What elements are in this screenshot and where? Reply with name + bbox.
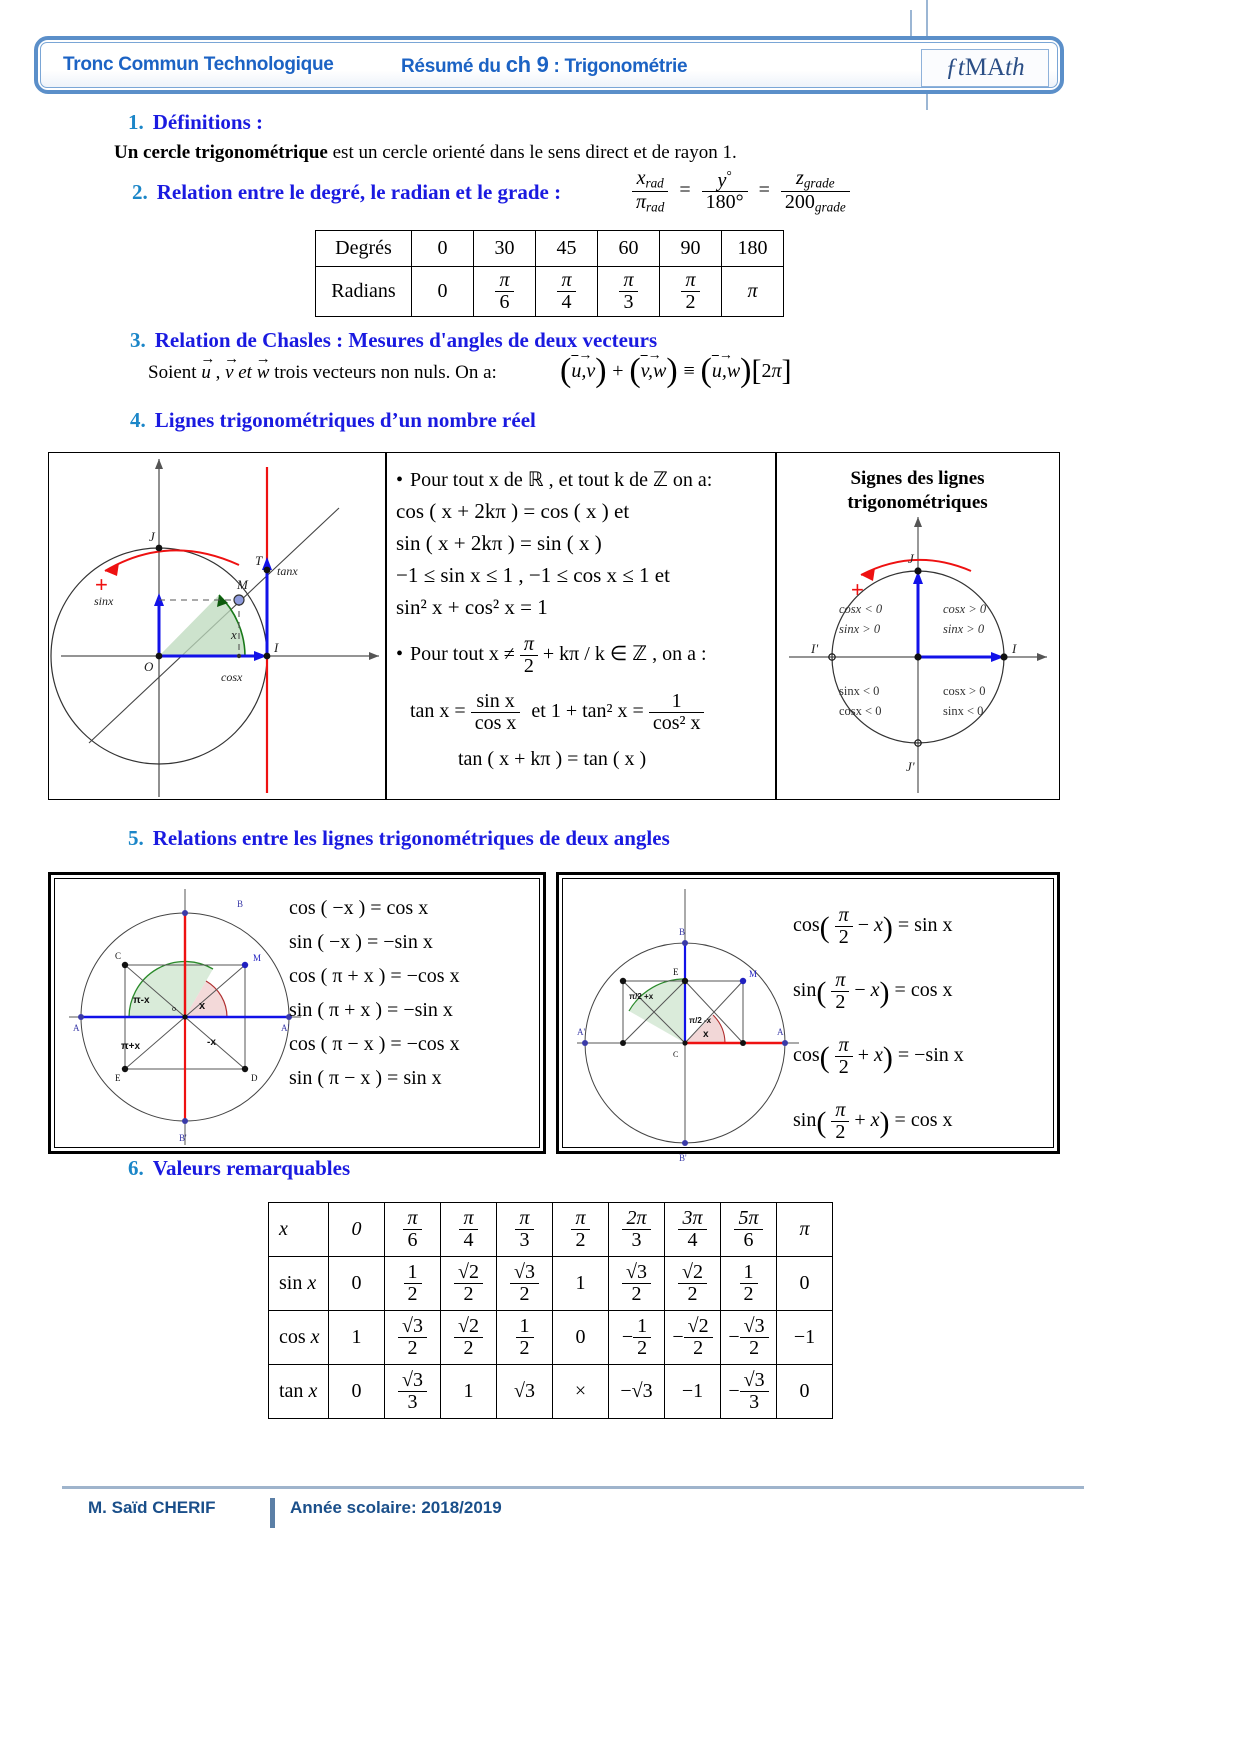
values-cell: −1: [777, 1311, 833, 1365]
left-diagram-label-minus-x: -x: [207, 1037, 216, 1048]
values-cell: $\frac{√2}{2}$: [441, 1257, 497, 1311]
values-cell: $\frac{1}{2}$: [385, 1257, 441, 1311]
values-cell: − $\frac{√2}{2}$: [665, 1311, 721, 1365]
formula-term-deg-den: 180°: [705, 191, 744, 214]
left-diagram-label-pi-minus-x: π-x: [133, 995, 150, 1006]
quadrant-1-sin: sinx > 0: [943, 622, 985, 636]
brand-logo-text: ƒtMAth: [945, 54, 1025, 81]
radians-cell-3: [598, 267, 660, 317]
degrees-cell-4: 90: [660, 231, 722, 267]
values-cell: $\frac{√2}{2}$: [665, 1257, 721, 1311]
right-diagram-label-Ap: A': [577, 1027, 586, 1037]
values-cell: 0: [553, 1311, 609, 1365]
values-cell: ×: [553, 1365, 609, 1419]
formula-term-grade-den: $200_{grade}$: [784, 190, 846, 215]
right-diagram-label-Bp: B': [679, 1153, 687, 1163]
values-cell: $\frac{√3}{2}$: [385, 1311, 441, 1365]
tan-sec-den: cos² x: [652, 712, 701, 734]
formula-pythagorean: sin² x + cos² x = 1: [396, 595, 548, 619]
radians-cell-2-den: 4: [561, 291, 572, 313]
formula-cos-half-pi-minus-x: cos( $\frac{\pi}{2}$ − x) = sin x: [793, 904, 953, 948]
r1-op: −: [854, 979, 866, 1002]
formula-term-deg-num: y°: [702, 169, 748, 193]
values-cell: $\frac{\pi}{3}$: [497, 1203, 553, 1257]
section-3-title: Relation de Chasles : Mesures d'angles de deux vecteurs: [154, 328, 658, 352]
formula-cos-pi-plus-x: cos ( π + x ) = −cos x: [289, 965, 460, 987]
unit-circle-svg: [49, 453, 385, 799]
formula-cos-periodicity: cos ( x + 2kπ ) = cos ( x ) et: [396, 499, 630, 523]
values-row-label: sin x: [269, 1257, 329, 1311]
relations-right-formula-list: [793, 905, 1043, 1165]
signs-label-J-prime: J': [906, 759, 915, 774]
formula-equals-2: =: [758, 178, 770, 201]
values-table-row: [269, 1311, 833, 1365]
values-cell: $\frac{\pi}{4}$: [441, 1203, 497, 1257]
left-diagram-label-B: B: [237, 899, 244, 909]
formula-term-rad: [632, 168, 668, 214]
values-cell: $\frac{1}{2}$: [721, 1257, 777, 1311]
r3-den: 2: [835, 1121, 846, 1143]
quadrant-4-cos: cosx > 0: [943, 684, 986, 698]
values-cell: $\frac{5\pi}{6}$: [721, 1203, 777, 1257]
signs-label-J: J: [908, 551, 914, 566]
values-cell: − $\frac{√3}{3}$: [721, 1365, 777, 1419]
quadrant-3-sin: sinx < 0: [839, 684, 880, 698]
left-diagram-label-M: M: [253, 953, 262, 963]
formula-bullet-1-text: Pour tout x de ℝ , et tout k de ℤ on a:: [410, 469, 713, 491]
radians-cell-1-num: π: [495, 270, 513, 292]
chasles-text-4: trois vecteurs non nuls. On a:: [274, 362, 497, 383]
values-row-label: cos x: [269, 1311, 329, 1365]
right-diagram-label-E: E: [673, 967, 679, 977]
section-3-number: 3.: [130, 328, 146, 352]
values-row-label: tan x: [269, 1365, 329, 1419]
footer-divider: [62, 1486, 1084, 1489]
r3-op: +: [854, 1109, 866, 1132]
r3-rhs: = cos x: [894, 1109, 953, 1132]
left-diagram-label-Bp: B': [179, 1133, 187, 1143]
section-4-number: 4.: [130, 408, 146, 432]
degrees-cell-3: 60: [598, 231, 660, 267]
section-1-number: 1.: [128, 110, 144, 134]
formula-tan-definition: [396, 691, 768, 734]
values-table-row: [269, 1365, 833, 1419]
orientation-plus-label: +: [95, 572, 108, 597]
left-diagram-label-E: E: [115, 1073, 121, 1083]
section-6-heading: [128, 1156, 350, 1181]
formula-cos-neg-x: cos ( −x ) = cos x: [289, 897, 429, 919]
section-5-number: 5.: [128, 826, 144, 850]
formula-sin-neg-x: sin ( −x ) = −sin x: [289, 931, 433, 953]
values-cell: − $\frac{√3}{2}$: [721, 1311, 777, 1365]
formula-bounds: −1 ≤ sin x ≤ 1 , −1 ≤ cos x ≤ 1 et: [396, 563, 670, 587]
trig-lines-panel: [48, 452, 1060, 800]
r2-rhs: = −sin x: [897, 1044, 964, 1067]
bullet-dot-2: •: [396, 643, 404, 666]
header-center-suffix: : Trigonométrie: [548, 56, 688, 77]
header-center-title: [401, 52, 687, 78]
quadrant-4-sin: sinx < 0: [943, 704, 984, 718]
table-row-radians: [316, 267, 784, 317]
radians-cell-4-den: 2: [685, 291, 696, 313]
relations-left-diagram: [59, 883, 309, 1151]
quadrant-2-cos: cosx < 0: [839, 602, 883, 616]
values-cell: $\frac{√3}{3}$: [385, 1365, 441, 1419]
chasles-text-2: ,: [215, 362, 221, 383]
footer-school-year: Année scolaire: 2018/2019: [290, 1498, 502, 1517]
values-cell: 0: [329, 1257, 385, 1311]
values-cell: −√3: [609, 1365, 665, 1419]
footer-author: M. Saïd CHERIF: [88, 1498, 216, 1517]
bullet2-fraction: [520, 634, 538, 677]
section-2-title: Relation entre le degré, le radian et le grade :: [156, 180, 562, 204]
values-cell: 1: [553, 1257, 609, 1311]
left-diagram-label-x: x: [199, 1000, 206, 1012]
radians-cell-3-den: 3: [623, 291, 634, 313]
header-left-title: Tronc Commun Technologique: [63, 54, 334, 75]
label-M: M: [237, 577, 248, 592]
signs-column: [775, 453, 1060, 799]
values-cell: $\frac{√2}{2}$: [441, 1311, 497, 1365]
header-chapter-label: ch 9: [505, 52, 549, 77]
bullet-dot-1: •: [396, 469, 404, 491]
left-diagram-label-pi-plus-x: π+x: [121, 1041, 141, 1052]
tan-sec-fraction: [649, 691, 705, 734]
formula-sin-half-pi-plus-x: sin( $\frac{\pi}{2}$ + x) = cos x: [793, 1099, 953, 1143]
unit-circle-diagram: [49, 453, 385, 799]
brand-logo: [921, 49, 1049, 87]
values-table-row: [269, 1257, 833, 1311]
r1-rhs: = cos x: [894, 979, 953, 1002]
formula-term-deg: [702, 169, 748, 214]
label-sinx: sinx: [94, 594, 114, 608]
chasles-formula: (u,v ⎯→ ) + (v,w ⎯→ ) ≡ (u,w ⎯→ )[2π]: [560, 348, 792, 389]
values-cell: $\frac{1}{2}$: [497, 1311, 553, 1365]
degrees-cell-1: 30: [474, 231, 536, 267]
label-tanx: tanx: [277, 564, 298, 578]
tan-def-fraction: [471, 691, 521, 734]
section-1-body-rest: est un cercle orienté dans le sens direct et de rayon 1.: [327, 142, 737, 163]
trig-formulas-column: [386, 453, 774, 799]
radians-row-label: Radians: [316, 267, 412, 317]
values-cell: 0: [329, 1365, 385, 1419]
values-table-row: [269, 1203, 833, 1257]
angle-relations-panel: [48, 872, 1060, 1163]
r2-op: +: [857, 1044, 869, 1067]
signs-label-I: I: [1012, 641, 1017, 656]
label-J: J: [149, 529, 155, 544]
left-diagram-label-A: A: [73, 1023, 80, 1033]
bullet2-frac-num: π: [520, 634, 538, 656]
left-diagram-label-D: D: [251, 1073, 258, 1083]
r3-num: π: [831, 1100, 849, 1122]
formula-sin-pi-plus-x: sin ( π + x ) = −sin x: [289, 999, 453, 1021]
r3-fn: sin: [793, 1109, 817, 1132]
radians-cell-3-num: π: [619, 270, 637, 292]
section-6-title: Valeurs remarquables: [152, 1156, 351, 1180]
right-diagram-label-pi2-plus-x: π/2 +x: [629, 992, 654, 1001]
relations-left-box: [48, 872, 546, 1154]
values-cell: $\frac{\pi}{6}$: [385, 1203, 441, 1257]
section-5-heading: [128, 826, 670, 851]
tan-def-pre: tan x =: [410, 700, 466, 723]
right-diagram-label-A: A: [777, 1027, 784, 1037]
section-5-title: Relations entre les lignes trigonométriques de deux angles: [152, 826, 670, 850]
radians-cell-1: [474, 267, 536, 317]
values-row-label: x: [269, 1203, 329, 1257]
vector-v: v →: [224, 351, 240, 383]
r2-num: π: [835, 1035, 853, 1057]
r1-fn: sin: [793, 979, 817, 1002]
signs-title-line2: trigonométriques: [847, 491, 988, 513]
section-1-body-bold: Un cercle trigonométrique: [114, 142, 328, 163]
formula-bullet-2-post: + kπ / k ∈ ℤ , on a :: [542, 643, 707, 666]
values-cell: $\frac{2\pi}{3}$: [609, 1203, 665, 1257]
formula-term-grade: [781, 168, 850, 214]
section-1-body: [114, 142, 737, 164]
formula-bullet-2-pre: Pour tout x ≠: [410, 643, 515, 666]
values-cell: 0: [329, 1203, 385, 1257]
signs-orientation-plus: +: [851, 577, 864, 602]
relations-left-formula-list: [289, 897, 529, 1101]
section-6-number: 6.: [128, 1156, 144, 1180]
degrees-cell-5: 180: [722, 231, 784, 267]
right-diagram-label-pi2-minus-x: π/2 -x: [689, 1016, 712, 1025]
vector-w: w →: [255, 351, 271, 383]
document-header: [34, 36, 1064, 94]
formula-term-rad-num: $x_{rad}$: [632, 168, 668, 192]
degrees-cell-0: 0: [412, 231, 474, 267]
radians-cell-2-num: π: [557, 270, 575, 292]
footer-separator-bar: [270, 1498, 275, 1528]
vector-u: u →: [200, 351, 216, 383]
relations-right-inner: [562, 878, 1054, 1163]
label-x: x: [231, 627, 237, 642]
formula-tan-periodicity: tan ( x + kπ ) = tan ( x ): [458, 748, 647, 770]
values-cell: − $\frac{1}{2}$: [609, 1311, 665, 1365]
r1-num: π: [831, 970, 849, 992]
r0-fn: cos: [793, 914, 820, 937]
signs-title: [775, 467, 1060, 515]
radians-cell-4: [660, 267, 722, 317]
r0-den: 2: [838, 926, 849, 948]
values-cell: 0: [777, 1257, 833, 1311]
tan-def-num: sin x: [471, 691, 521, 713]
degrees-row-label: Degrés: [316, 231, 412, 267]
formula-equals-1: =: [679, 178, 691, 201]
tan-sec-num: 1: [649, 691, 705, 713]
quadrant-3-cos: cosx < 0: [839, 704, 882, 718]
label-I: I: [274, 640, 279, 655]
right-diagram-label-C: C: [673, 1050, 679, 1059]
degrees-radians-table: [315, 230, 784, 317]
signs-label-I-prime: I': [811, 641, 819, 656]
section-1-title: Définitions :: [152, 110, 263, 134]
r0-num: π: [835, 905, 853, 927]
formula-term-grade-num: $z_{grade}$: [781, 168, 850, 192]
right-diagram-label-B: B: [679, 927, 686, 937]
tan-def-den: cos x: [474, 712, 517, 734]
header-center-prefix: Résumé du: [401, 56, 506, 77]
formula-term-rad-den: $\pi_{rad}$: [636, 190, 665, 215]
section-4-heading: [130, 408, 536, 433]
values-cell: −1: [665, 1365, 721, 1419]
label-cosx: cosx: [221, 670, 243, 684]
values-cell: $\frac{√3}{2}$: [497, 1257, 553, 1311]
section-2-number: 2.: [132, 180, 148, 204]
degree-radian-grade-formula: [632, 168, 850, 214]
header-inner-frame: [40, 42, 1058, 88]
signs-title-line1: Signes des lignes: [850, 468, 985, 489]
values-cell: $\frac{√3}{2}$: [609, 1257, 665, 1311]
values-cell: π: [777, 1203, 833, 1257]
label-T: T: [255, 553, 263, 568]
quadrant-1-cos: cosx > 0: [943, 602, 987, 616]
section-4-title: Lignes trigonométriques d’un nombre réel: [154, 408, 536, 432]
formula-bullet-2: [396, 634, 768, 677]
values-cell: $\frac{\pi}{2}$: [553, 1203, 609, 1257]
relations-right-box: [556, 872, 1060, 1163]
r0-rhs: = sin x: [897, 914, 953, 937]
formula-bullet-1: [396, 467, 768, 492]
relations-right-diagram: [567, 883, 807, 1163]
formula-sin-half-pi-minus-x: sin( $\frac{\pi}{2}$ − x) = cos x: [793, 969, 953, 1013]
section-2-heading: [132, 180, 561, 205]
right-diagram-label-x: x: [703, 1029, 709, 1040]
radians-cell-5: π: [722, 267, 784, 317]
values-cell: $\frac{3\pi}{4}$: [665, 1203, 721, 1257]
values-cell: 0: [777, 1365, 833, 1419]
radians-cell-4-num: π: [681, 270, 699, 292]
bullet2-frac-den: 2: [523, 655, 534, 677]
section-3-body: [148, 351, 497, 384]
values-cell: 1: [329, 1311, 385, 1365]
signs-circle-svg: [775, 509, 1060, 799]
tan-def-mid: et 1 + tan² x =: [531, 700, 644, 723]
r2-den: 2: [838, 1056, 849, 1078]
formula-cos-pi-minus-x: cos ( π − x ) = −cos x: [289, 1033, 460, 1055]
radians-cell-0: [412, 267, 474, 317]
table-row-degrees: [316, 231, 784, 267]
left-diagram-label-Ap: A': [281, 1023, 290, 1033]
section-1-heading: [128, 110, 263, 135]
quadrant-2-sin: sinx > 0: [839, 622, 881, 636]
chasles-text-3: et: [238, 362, 252, 383]
chasles-text-1: Soient: [148, 362, 197, 383]
degrees-cell-2: 45: [536, 231, 598, 267]
radians-cell-2: [536, 267, 598, 317]
left-diagram-label-o: o: [172, 1004, 176, 1013]
formula-cos-half-pi-plus-x: cos( $\frac{\pi}{2}$ + x) = −sin x: [793, 1034, 964, 1078]
r1-den: 2: [835, 991, 846, 1013]
trig-formula-list: [396, 467, 768, 778]
formula-sin-periodicity: sin ( x + 2kπ ) = sin ( x ): [396, 531, 602, 555]
values-cell: 1: [441, 1365, 497, 1419]
left-diagram-label-C: C: [115, 951, 122, 961]
r0-op: −: [857, 914, 869, 937]
label-O: O: [144, 659, 154, 674]
radians-cell-1-den: 6: [499, 291, 510, 313]
values-cell: √3: [497, 1365, 553, 1419]
r2-fn: cos: [793, 1044, 820, 1067]
formula-sin-pi-minus-x: sin ( π − x ) = sin x: [289, 1067, 442, 1089]
relations-left-inner: [54, 878, 540, 1148]
radians-cell-0-text: 0: [437, 280, 448, 302]
remarkable-values-table: [268, 1202, 833, 1419]
right-diagram-label-M: M: [749, 969, 758, 979]
